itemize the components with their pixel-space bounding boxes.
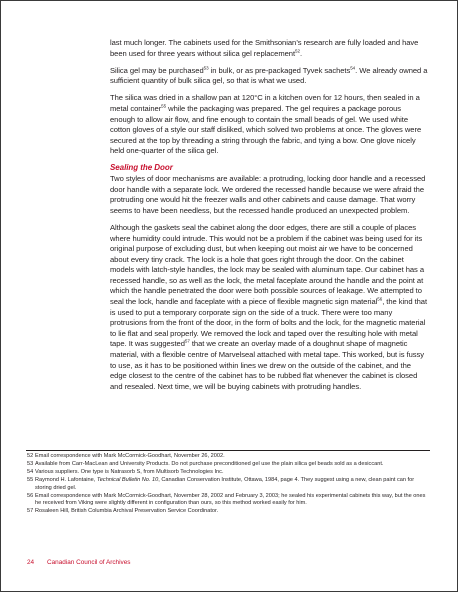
page-number: 24 [27, 559, 35, 566]
text-run: Silica gel may be purchased [110, 65, 204, 75]
footnote-number: 57 [27, 508, 34, 515]
text-run: in bulk, or as pre-packaged Tyvek sachets [208, 65, 351, 75]
paragraph [110, 223, 428, 393]
text-run: last much longer. The cabinets used for the Smithsonian’s research are fully loaded and have been used for three years without silica gel replacement [110, 38, 419, 58]
section-heading: Sealing the Door [110, 163, 173, 173]
footnote-ref: 53 [203, 65, 209, 71]
footnote [27, 461, 427, 469]
text-run: Although the gaskets seal the cabinet along the door edges, there are still a couple of places where humidity could intrude. This would not be a problem if the cabinet was being used for its original purpose of excluding dust, but when keeping out moist air we have to be concerned about every tiny crack. The lock is a hole that goes right through the door. On the cabinet models with latch-style handles, the lock may be sealed with aluminum tape. Our cabinet has a recessed handle, so as well as the lock, the metal faceplate around the handle and the point at which the handle penetrated the door were both possible sources of leakage. We attempted to seal the lock, handle and faceplate with a piece of flexible magnetic sign material [110, 222, 425, 307]
footnote [27, 453, 427, 461]
footnote-text: Email correspondence with Mark McCormick-Goodhart, November 28, 2002 and February 3, 2003; he sealed his experimental cabinets this way, but the ones he received from Viking were slightly different in configuration than ours, so this method worked easily for him. [35, 492, 426, 507]
text-run: , the kind that is used to put a temporary corporate sign on the side of a truck. There were too many protrusions from the front of the door, in the form of bolts and the lock, for the magnetic material to lie flat and seal properly. We removed the lock and taped over the resulting hole with metal tape. It was suggested [110, 297, 428, 349]
footnote-divider [26, 450, 430, 451]
footnote-ref: 52 [295, 48, 300, 54]
footnote-ref: 55 [161, 103, 167, 109]
footnote-number: 53 [27, 460, 34, 467]
text-run: , Canadian Conservation Institute, Ottawa, 1984, page 4. They suggest using a new, clean paint can for storing dried gel. [35, 476, 415, 491]
text-run: that we create an overlay made of a doughnut shape of magnetic material, with a flexible centre of Marvelseal attached with metal tape. This worked, but is fussy to use, as it has to be positioned within lines we drew on the outside of the cabinet, and the edge closest to the centre of the cabinet has to be rubbed flat whenever the cabinet is closed and resealed. Next time, we will be buying cabinets with protruding handles. [110, 339, 425, 391]
footnote-ref: 54 [350, 65, 356, 71]
body-text [110, 38, 428, 399]
paragraph [110, 93, 428, 157]
footnote [27, 508, 427, 516]
page-footer [27, 559, 130, 566]
footnote-ref: 56 [377, 296, 383, 302]
footnote-number: 54 [27, 468, 34, 475]
text-run: The silica was dried in a shallow pan at 120°C in a kitchen oven for 12 hours, then sealed in a metal container [110, 93, 420, 113]
footnote [27, 493, 427, 509]
text-run: while the packaging was prepared. The gel requires a package porous enough to allow air flow, and fine enough to contain the small beads of gel. We used white cotton gloves of a style our staff disliked, which solved two problems at once. The gloves were secured at the top by threading a string through the fabric, and tying a bow. One glove nicely held one-quarter of the silica gel. [110, 103, 422, 156]
footnote-number: 56 [27, 492, 34, 499]
footnote-ref: 57 [184, 338, 190, 344]
bulletin-title: Technical Bulletin No. 10 [96, 476, 159, 483]
paragraph: Two styles of door mechanisms are available: a protruding, locking door handle and a recessed door handle with a separate lock. We ordered the recessed handle because we were afraid the protruding one would hit the freezer walls and other cabinets and cause damage. That worry seems to have been needless, but the recessed handle produced an unexpected problem. [110, 174, 426, 215]
paragraph [110, 66, 428, 87]
footnote [27, 469, 427, 477]
footnote-text: Available from Carr-MacLean and University Products. Do not purchase preconditioned gel use the plain silica gel beads sold as a desiccant. [35, 460, 384, 467]
footnote-text [35, 477, 427, 493]
publisher-name: Canadian Council of Archives [47, 559, 131, 566]
text-run: Raymond H. Lafontaine, [35, 476, 97, 483]
footnotes [27, 453, 427, 516]
footnote [27, 477, 427, 493]
text-run: . [299, 48, 303, 58]
footnote-text: Rosaleen Hill, British Columbia Archival Preservation Service Coordinator. [35, 508, 219, 515]
footnote-number: 52 [27, 453, 34, 459]
footnote-number: 55 [27, 476, 34, 483]
text-run: . We already owned a sufficient quantity of bulk silica gel, so that is what we used. [110, 65, 428, 86]
paragraph [110, 38, 428, 59]
footnote-text: Email correspondence with Mark McCormick-Goodhart, November 26, 2002. [35, 453, 225, 459]
footnote-text: Various suppliers. One type is Natrasorb S, from Multisorb Technologies Inc. [35, 468, 224, 475]
